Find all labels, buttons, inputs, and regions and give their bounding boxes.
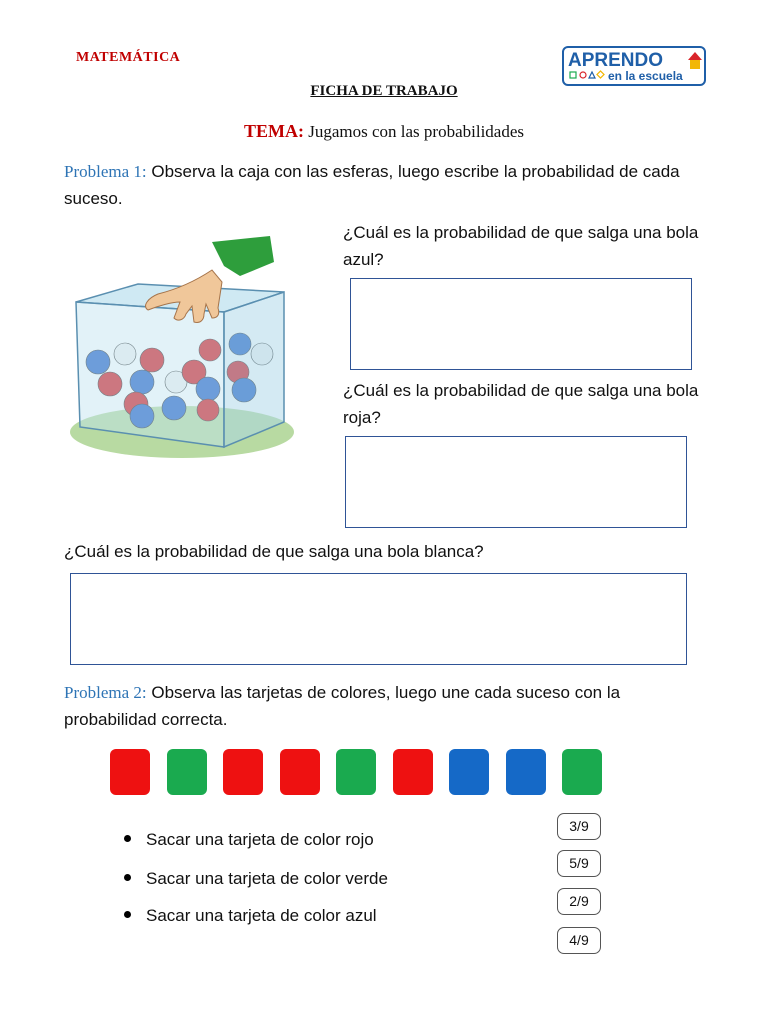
answer-box-red[interactable] — [345, 436, 687, 528]
event-item — [124, 906, 377, 926]
topic-text: Jugamos con las probabilidades — [308, 122, 524, 141]
problem2-label: Problema 2: — [64, 683, 147, 702]
event-red: Sacar una tarjeta de color rojo — [146, 830, 374, 849]
fraction-option[interactable]: 4/9 — [557, 927, 601, 954]
problem2-statement — [64, 679, 714, 733]
bullet-icon — [124, 874, 131, 881]
event-blue: Sacar una tarjeta de color azul — [146, 906, 377, 925]
answer-box-blue[interactable] — [350, 278, 692, 370]
color-card-blue — [506, 749, 546, 795]
svg-text:APRENDO: APRENDO — [568, 50, 664, 71]
bullet-icon — [124, 911, 131, 918]
color-card-red — [393, 749, 433, 795]
problem1-instruction: Observa la caja con las esferas, luego escribe la probabilidad de cada suceso. — [64, 162, 680, 208]
aprendo-logo — [562, 46, 706, 86]
box-with-spheres-illustration — [62, 232, 298, 462]
question-blue: ¿Cuál es la probabilidad de que salga una bola azul? — [343, 223, 699, 269]
color-card-red — [110, 749, 150, 795]
problem1-statement — [64, 158, 714, 212]
color-card-red — [280, 749, 320, 795]
color-card-green — [167, 749, 207, 795]
event-green: Sacar una tarjeta de color verde — [146, 869, 388, 888]
subject-label: MATEMÁTICA — [76, 50, 181, 65]
color-card-blue — [449, 749, 489, 795]
fraction-option[interactable]: 2/9 — [557, 888, 601, 915]
topic-line — [0, 121, 768, 142]
event-item — [124, 869, 388, 889]
question-white: ¿Cuál es la probabilidad de que salga una bola blanca? — [64, 542, 484, 561]
problem1-label: Problema 1: — [64, 162, 147, 181]
topic-label: TEMA: — [243, 121, 304, 141]
question-red: ¿Cuál es la probabilidad de que salga una bola roja? — [343, 381, 699, 427]
worksheet-title: FICHA DE TRABAJO — [310, 83, 458, 99]
color-card-green — [336, 749, 376, 795]
problem2-instruction: Observa las tarjetas de colores, luego une cada suceso con la probabilidad correcta. — [64, 683, 621, 729]
color-card-green — [562, 749, 602, 795]
color-card-red — [223, 749, 263, 795]
fraction-option[interactable]: 3/9 — [557, 813, 601, 840]
event-item — [124, 830, 374, 850]
answer-box-white[interactable] — [70, 573, 687, 665]
svg-text:en la escuela: en la escuela — [608, 69, 683, 83]
bullet-icon — [124, 835, 131, 842]
fraction-option[interactable]: 5/9 — [557, 850, 601, 877]
